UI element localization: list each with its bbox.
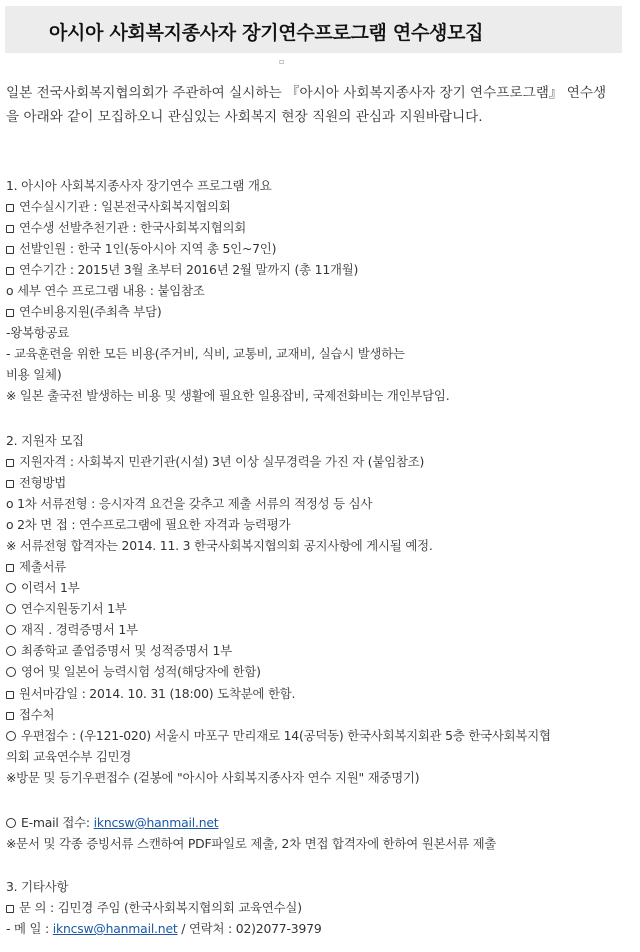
page-title: 아시아 사회복지종사자 장기연수프로그램 연수생모집 — [49, 22, 484, 44]
square-bullet-icon — [6, 480, 14, 488]
section1-quota: 선발인원 : 한국 1인(동아시아 지역 총 5인~7인) — [6, 239, 276, 257]
section2-eligibility: 지원자격 : 사회복지 민관기관(시설) 3년 이상 실무경력을 가진 자 (붙임참조) — [6, 452, 424, 470]
section1-recommender: 연수생 선발추천기관 : 한국사회복지협의회 — [6, 218, 246, 236]
square-bullet-icon — [6, 309, 14, 317]
circle-bullet-icon — [6, 583, 16, 593]
square-bullet-icon — [6, 564, 14, 572]
section1-note: ※ 일본 출국전 발생하는 비용 및 생활에 필요한 일용잡비, 국제전화비는 개인부담임. — [6, 388, 450, 403]
section1-host: 연수실시기관 : 일본전국사회복지협의회 — [6, 197, 231, 215]
section2-deadline: 원서마감일 : 2014. 10. 31 (18:00) 도착분에 한함. — [6, 684, 295, 702]
section1-support: 연수비용지원(주최측 부담) — [6, 302, 161, 320]
section2-mail-note: ※방문 및 등기우편접수 (겉봉에 "아시아 사회복지종사자 연수 지원" 재중명기) — [6, 770, 420, 785]
section1-expenses-1: - 교육훈련을 위한 모든 비용(주거비, 식비, 교통비, 교재비, 실습시 발생하는 — [6, 346, 405, 361]
section2-round2: o 2차 면 접 : 연수프로그램에 필요한 자격과 능력평가 — [6, 517, 291, 532]
document-item: 이력서 1부 — [6, 578, 80, 596]
square-bullet-icon — [6, 204, 14, 212]
section1-heading: 1. 아시아 사회복지종사자 장기연수 프로그램 개요 — [6, 178, 272, 193]
circle-bullet-icon — [6, 625, 16, 635]
intro-paragraph: 일본 전국사회복지협의회가 주관하여 실시하는 『아시아 사회복지종사자 장기 연수프로그램』 연수생을 아래와 같이 모집하오니 관심있는 사회복지 현장 직원의 관심과 지원바랍니다. — [6, 85, 607, 125]
circle-bullet-icon — [6, 604, 16, 614]
email-link[interactable]: ikncsw@hanmail.net — [93, 815, 219, 830]
document-item: 최종학교 졸업증명서 및 성적증명서 1부 — [6, 641, 232, 659]
square-bullet-icon — [6, 225, 14, 233]
contact-email-link[interactable]: ikncsw@hanmail.net — [52, 921, 178, 936]
section1-expenses-2: 비용 일체) — [6, 367, 62, 382]
square-bullet-icon — [6, 691, 14, 699]
square-bullet-icon — [6, 905, 14, 913]
section1-details: o 세부 연수 프로그램 내용 : 붙임참조 — [6, 283, 205, 298]
circle-bullet-icon — [6, 818, 16, 828]
square-bullet-icon — [6, 246, 14, 254]
circle-bullet-icon — [6, 667, 16, 677]
circle-bullet-icon — [6, 646, 16, 656]
section3-heading: 3. 기타사항 — [6, 879, 69, 894]
section2-mail-2: 의회 교육연수부 김민경 — [6, 749, 132, 764]
section2-email: E-mail 접수: ikncsw@hanmail.net — [6, 813, 218, 831]
square-bullet-icon — [6, 712, 14, 720]
section2-round-note: ※ 서류전형 합격자는 2014. 11. 3 한국사회복지협의회 공지사항에 게시될 예정. — [6, 538, 433, 553]
document-item: 영어 및 일본어 능력시험 성적(해당자에 한함) — [6, 662, 261, 680]
section1-period: 연수기간 : 2015년 3월 초부터 2016년 2월 말까지 (총 11개월) — [6, 260, 358, 278]
document-item: 연수지원동기서 1부 — [6, 599, 127, 617]
section2-documents-heading: 제출서류 — [6, 557, 66, 575]
section2-email-note: ※문서 및 각종 증빙서류 스캔하여 PDF파일로 제출, 2차 면접 합격자에 한하여 원본서류 제출 — [6, 836, 497, 851]
circle-bullet-icon — [6, 731, 16, 741]
section3-mail: - 메 일 : ikncsw@hanmail.net / 연락처 : 02)2077-3979 — [6, 921, 322, 936]
section2-heading: 2. 지원자 모집 — [6, 433, 84, 448]
section3-contact: 문 의 : 김민경 주임 (한국사회복지협의회 교육연수실) — [6, 898, 302, 916]
section2-round1: o 1차 서류전형 : 응시자격 요건을 갖추고 제출 서류의 적정성 등 심사 — [6, 496, 373, 511]
square-bullet-icon — [6, 267, 14, 275]
document-item: 재직 . 경력증명서 1부 — [6, 620, 138, 638]
section2-submission-heading: 접수처 — [6, 705, 54, 723]
section2-mail-1: 우편접수 : (우121-020) 서울시 마포구 만리재로 14(공덕동) 한국사회복지회관 5층 한국사회복지협 — [6, 726, 551, 744]
square-bullet-icon — [6, 459, 14, 467]
section2-method: 전형방법 — [6, 473, 66, 491]
small-mark: ▫ — [279, 57, 285, 66]
section1-airfare: -왕복항공료 — [6, 325, 70, 340]
title-bar — [5, 6, 622, 53]
